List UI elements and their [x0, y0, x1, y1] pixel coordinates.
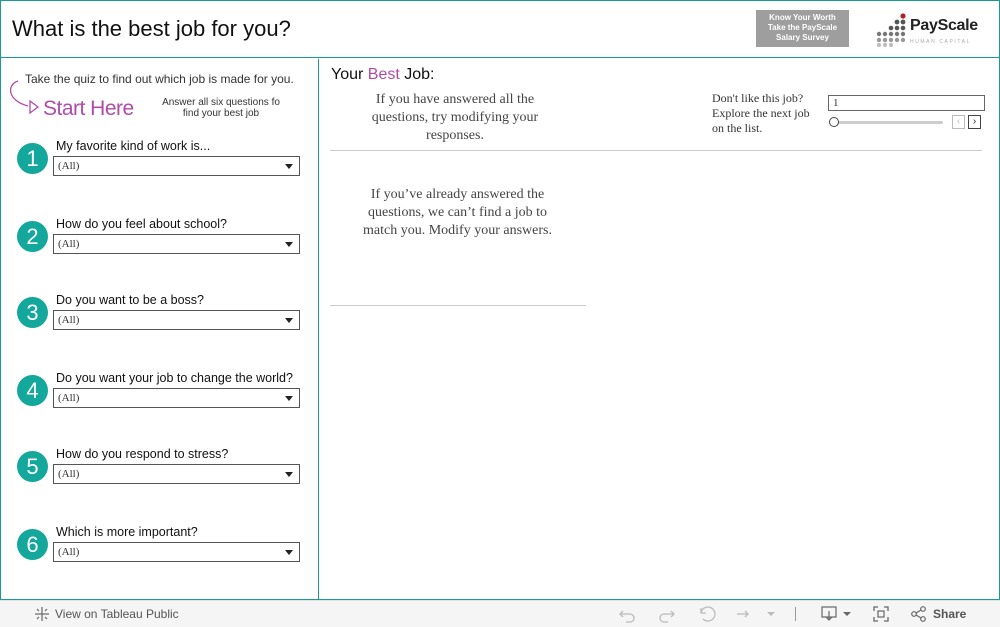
refresh-icon[interactable]: [734, 605, 752, 623]
survey-line-2: Take the PayScale: [767, 23, 838, 32]
question-2: [17, 217, 307, 271]
payscale-logo-name: PayScale: [910, 17, 978, 34]
question-3: [17, 293, 307, 347]
question-6: [17, 525, 307, 579]
undo-icon[interactable]: [618, 605, 636, 623]
curl-arrow-icon: [6, 77, 42, 117]
question-label: My favorite kind of work is...: [56, 139, 211, 153]
result-divider: [330, 150, 982, 151]
refresh-dropdown-icon[interactable]: [762, 605, 780, 623]
payscale-logo-subtitle: HUMAN CAPITAL: [910, 39, 971, 45]
redo-icon[interactable]: [658, 605, 676, 623]
question-number-badge: 3: [17, 297, 48, 328]
salary-survey-button[interactable]: [756, 10, 849, 47]
tableau-toolbar: [0, 600, 1000, 627]
caret-down-icon: [285, 164, 293, 169]
result-panel: [320, 59, 1000, 600]
question-number-badge: 1: [17, 143, 48, 174]
dashboard-header: [1, 1, 999, 58]
quiz-panel: [1, 59, 319, 600]
tableau-logo-icon[interactable]: [33, 605, 51, 623]
share-button[interactable]: Share: [933, 607, 967, 621]
payscale-dots-icon: [875, 13, 907, 47]
question-6-dropdown[interactable]: [53, 542, 300, 562]
question-5: [17, 447, 307, 501]
caret-down-icon: [285, 550, 293, 555]
toolbar-separator: [795, 607, 796, 621]
best-job-title-prefix: Your: [331, 66, 368, 83]
question-number-badge: 5: [17, 451, 48, 482]
caret-down-icon: [285, 318, 293, 323]
caret-down-icon: [285, 242, 293, 247]
question-number-badge: 2: [17, 221, 48, 252]
chevron-left-icon: ‹: [956, 116, 961, 127]
no-match-message: If you’ve already answered the questions, we can’t find a job to match you. Modify your answers.: [363, 187, 552, 238]
job-index-slider-track[interactable]: [833, 121, 943, 124]
quiz-intro: Take the quiz to find out which job is made for you.: [25, 72, 294, 86]
previous-job-button[interactable]: [952, 115, 965, 129]
job-index-slider-thumb[interactable]: [829, 117, 839, 127]
dropdown-value: (All): [58, 546, 80, 558]
survey-line-1: Know Your Worth: [769, 13, 836, 22]
download-dropdown-icon[interactable]: [838, 605, 856, 623]
survey-line-3: Salary Survey: [776, 33, 829, 42]
question-label: How do you respond to stress?: [56, 447, 229, 461]
question-number-badge: 4: [17, 375, 48, 406]
payscale-logo[interactable]: [875, 11, 985, 49]
best-job-title: [331, 66, 434, 84]
answer-hint: Answer all six questions fo find your best job: [162, 97, 280, 119]
fullscreen-icon[interactable]: [872, 605, 890, 623]
view-on-tableau-link[interactable]: View on Tableau Public: [55, 607, 179, 621]
best-job-title-suffix: Job:: [399, 66, 435, 83]
dropdown-value: (All): [58, 392, 80, 404]
revert-icon[interactable]: [698, 605, 716, 623]
question-label: Do you want your job to change the world?: [56, 371, 293, 385]
question-1-dropdown[interactable]: [53, 156, 300, 176]
question-3-dropdown[interactable]: [53, 310, 300, 330]
dropdown-value: (All): [58, 160, 80, 172]
dropdown-value: (All): [58, 238, 80, 250]
dropdown-value: (All): [58, 314, 80, 326]
question-label: Which is more important?: [56, 525, 198, 539]
dropdown-value: (All): [58, 468, 80, 480]
modify-responses-message: If you have answered all the questions, try modifying your responses.: [371, 92, 539, 143]
question-1: [17, 139, 307, 193]
question-4: [17, 371, 307, 425]
question-label: How do you feel about school?: [56, 217, 227, 231]
download-icon[interactable]: [820, 605, 838, 623]
no-match-divider: [330, 305, 586, 306]
question-label: Do you want to be a boss?: [56, 293, 205, 307]
chevron-right-icon: ›: [972, 116, 977, 127]
question-4-dropdown[interactable]: [53, 388, 300, 408]
share-icon[interactable]: [910, 605, 928, 623]
next-job-button[interactable]: [968, 115, 981, 129]
page-title: What is the best job for you?: [12, 16, 291, 41]
start-here-label: Start Here: [43, 97, 134, 120]
question-5-dropdown[interactable]: [53, 464, 300, 484]
question-number-badge: 6: [17, 529, 48, 560]
caret-down-icon: [285, 396, 293, 401]
best-job-title-accent: Best: [367, 66, 400, 83]
caret-down-icon: [285, 472, 293, 477]
question-2-dropdown[interactable]: [53, 234, 300, 254]
explore-next-job-text: Don't like this job? Explore the next job on the list.: [712, 91, 810, 135]
job-index-input[interactable]: 1: [828, 95, 985, 111]
